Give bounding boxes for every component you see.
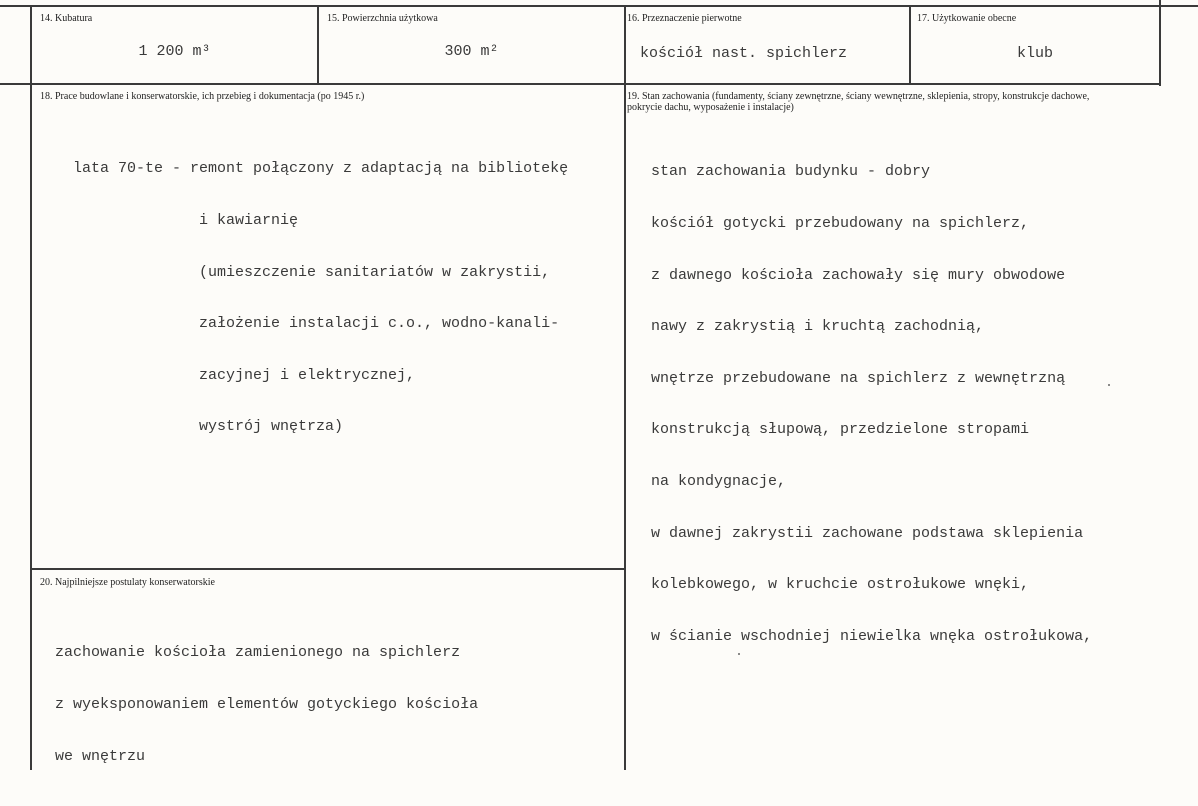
field-20-line: z wyeksponowaniem elementów gotyckiego kościoła [55, 696, 479, 714]
field-19-line: stan zachowania budynku - dobry [651, 163, 931, 181]
field-19-label-line2: pokrycie dachu, wyposażenie i instalacje) [627, 102, 794, 113]
field-19-line: kolebkowego, w kruchcie ostrołukowe wnęki, [651, 576, 1030, 594]
field-19-line: kościół gotycki przebudowany na spichlerz, [651, 215, 1030, 233]
field-19-line: konstrukcją słupową, przedzielone stropami [651, 421, 1030, 439]
field-19-line: w ścianie wschodniej niewielka wnęka ostrołukowa, [651, 627, 1093, 645]
field-16-value: kościół nast. spichlerz [640, 45, 848, 62]
field-20-line: zachowanie kościoła zamienionego na spichlerz [55, 644, 461, 662]
field-18-line: (umieszczenie sanitariatów w zakrystii, [73, 263, 551, 281]
field-14-label: 14. Kubatura [40, 13, 93, 24]
field-18-label: 18. Prace budowlane i konserwatorskie, ich przebieg i dokumentacja (po 1945 r.) [40, 91, 365, 102]
rule-right [1159, 0, 1161, 86]
field-19-line: z dawnego kościoła zachowały się mury obwodowe [651, 266, 1066, 284]
rule-left [30, 5, 32, 770]
field-19-line: w dawnej zakrystii zachowane podstawa sklepienia [651, 524, 1084, 542]
rule-center [624, 5, 626, 770]
field-18-line: wystrój wnętrza) [73, 418, 344, 436]
field-20-label: 20. Najpilniejsze postulaty konserwatorskie [40, 577, 215, 588]
field-20-line: we wnętrzu [55, 747, 146, 765]
field-17-value: klub [1016, 45, 1053, 62]
field-18-line: zacyjnej i elektrycznej, [73, 366, 416, 384]
field-18-line: i kawiarnię [73, 212, 299, 230]
field-20-text [55, 610, 478, 799]
field-19-label-line1: 19. Stan zachowania (fundamenty, ściany zewnętrzne, ściany wewnętrzne, sklepienia, stropy, konstrukcje dachowe, [627, 91, 1090, 102]
field-19-line: nawy z zakrystią i kruchtą zachodnią, [651, 318, 985, 336]
rule-top [0, 5, 1198, 7]
field-18-line: założenie instalacji c.o., wodno-kanali- [73, 315, 560, 333]
rule-row1-bottom [0, 83, 1160, 85]
paper-speck [738, 653, 740, 655]
field-15-label: 15. Powierzchnia użytkowa [327, 13, 438, 24]
rule-section20-top [30, 568, 625, 570]
field-15-value: 300 m² [444, 43, 499, 60]
paper-speck [1108, 384, 1110, 386]
field-19-line: wnętrze przebudowane na spichlerz z wewnętrzną [651, 369, 1066, 387]
field-19-line: na kondygnacje, [651, 473, 787, 491]
field-19-text [651, 129, 1092, 680]
field-14-value: 1 200 m³ [138, 43, 211, 60]
field-18-line: lata 70-te - remont połączony z adaptacją na bibliotekę [73, 160, 569, 178]
field-17-label: 17. Użytkowanie obecne [917, 13, 1017, 24]
field-16-label: 16. Przeznaczenie pierwotne [627, 13, 742, 24]
field-18-text [73, 126, 568, 470]
